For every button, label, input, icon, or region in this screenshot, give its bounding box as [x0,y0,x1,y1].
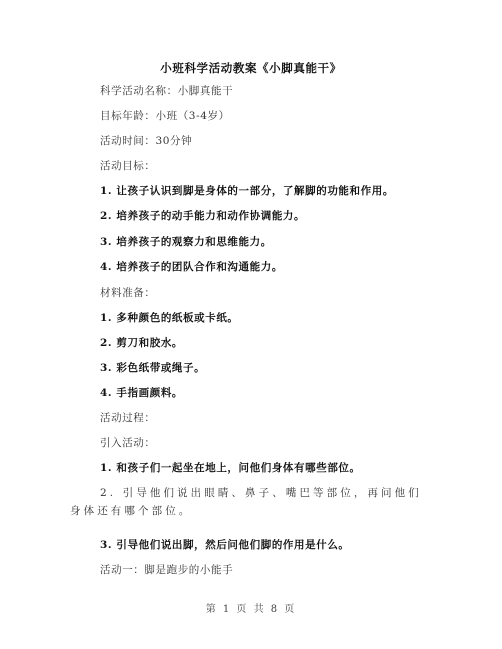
document-title: 小班科学活动教案《小脚真能干》 [160,61,342,75]
material-item: 4. 手指画颜料。 [100,387,184,399]
materials-heading: 材料准备： [100,287,156,299]
intro-step-paragraph: 2. 引导他们说出眼睛、鼻子、嘴巴等部位，再问他们身体还有哪个部位。 [70,487,422,517]
material-item: 1. 多种颜色的纸板或卡纸。 [100,312,239,324]
target-age-line: 目标年龄：小班（3-4岁） [100,110,230,122]
goal-item: 1. 让孩子认识到脚是身体的一部分，了解脚的功能和作用。 [100,185,394,197]
goal-item: 3. 培养孩子的观察力和思维能力。 [100,236,272,248]
material-item: 2. 剪刀和胶水。 [100,337,184,349]
intro-heading: 引入活动： [100,437,156,449]
activity-name-line: 科学活动名称：小脚真能干 [100,85,234,97]
goal-item: 2. 培养孩子的动手能力和动作协调能力。 [100,210,306,222]
goal-item: 4. 培养孩子的团队合作和沟通能力。 [100,261,283,273]
intro-step: 3. 引导他们说出脚，然后问他们脚的作用是什么。 [100,539,350,551]
activity-time-line: 活动时间：30分钟 [100,135,193,147]
activity-one-heading: 活动一：脚是跑步的小能手 [100,564,234,576]
intro-step: 1. 和孩子们一起坐在地上，问他们身体有哪些部位。 [100,462,361,474]
material-item: 3. 彩色纸带或绳子。 [100,362,206,374]
page-footer: 第 1 页 共 8 页 [205,604,297,615]
process-heading: 活动过程： [100,412,156,424]
goals-heading: 活动目标： [100,160,156,172]
